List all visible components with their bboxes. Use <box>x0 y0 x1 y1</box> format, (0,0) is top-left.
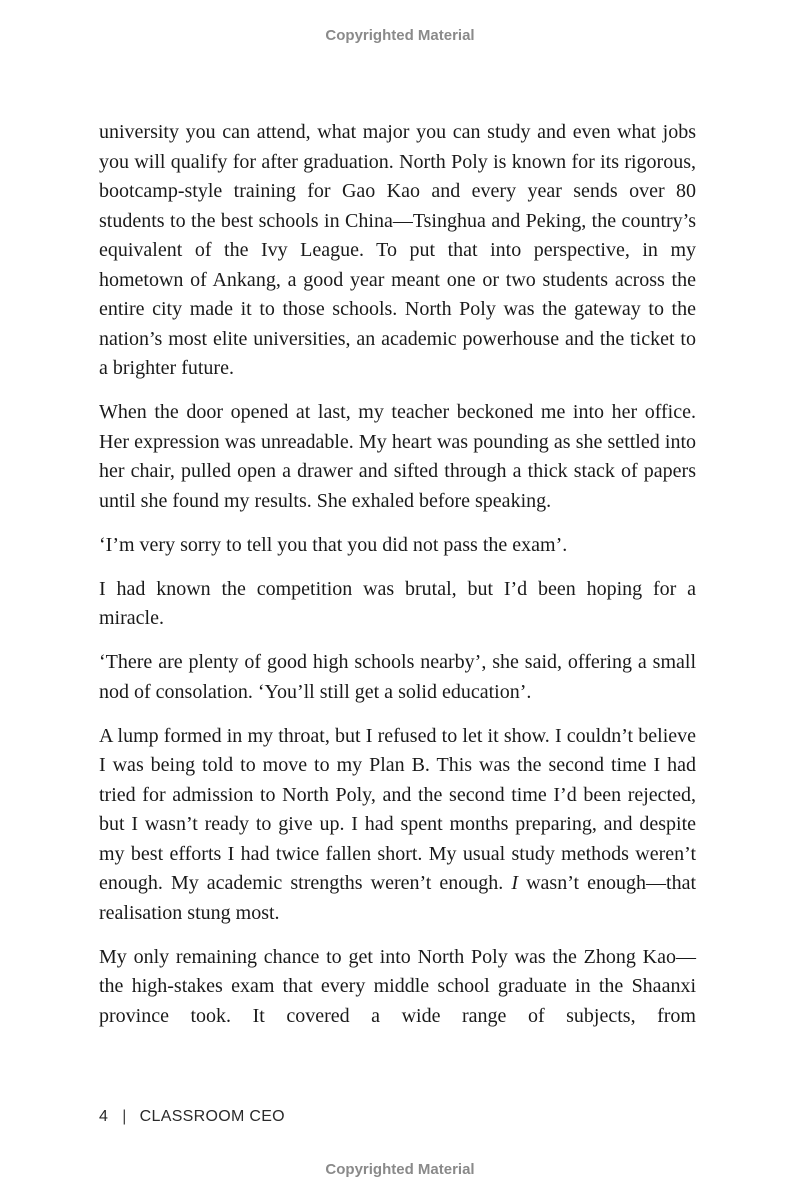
paragraph-sorry-quote: ‘I’m very sorry to tell you that you did not pass the exam’. <box>99 533 568 556</box>
footer-separator: | <box>122 1108 127 1125</box>
running-title: CLASSROOM CEO <box>139 1108 285 1125</box>
paragraph-university: university you can attend, what major you can study and even what jobs you will qualify for after graduation. North Poly is known for its rigorous, bootcamp-style training for Gao Kao and every year sends over 80 students to the best schools in China—Tsinghua and Peking, the country’s equivalent of the Ivy League. To put that into perspective, in my hometown of Ankang, a good year meant one or two students across the entire city made it to those schools. North Poly was the gateway to the nation’s most elite universities, an academic powerhouse and the ticket to a brighter future. <box>99 121 696 379</box>
paragraph-competition: I had known the competition was brutal, but I’d been hoping for a miracle. <box>99 577 696 629</box>
paragraph-lump-text-end: wasn’t enough—that realisation stung most. <box>99 872 697 924</box>
paragraph-good-high-schools-quote: ‘There are plenty of good high schools nearby’, she said, offering a small nod of consolation. ‘You’ll still get a solid education’. <box>99 651 696 703</box>
paragraph-lump-text-start: A lump formed in my throat, but I refused to let it show. I couldn’t believe I was being told to move to my Plan B. This was the second time I had tried for admission to North Poly, and the second time I’d been rejected, but I wasn’t ready to give up. I had spent months preparing, and despite my best efforts I had twice fallen short. My usual study methods weren’t enough. My academic strengths weren’t enough. <box>99 724 696 894</box>
paragraph-zhong-kao: My only remaining chance to get into North Poly was the Zhong Kao—the high-stakes exam that every middle school graduate in the Shaanxi province took. It covered a wide range of subjects, from <box>99 945 696 1027</box>
paragraph-lump-in-throat <box>99 722 696 929</box>
page-footer <box>99 1108 285 1126</box>
italic-emphasis: I <box>511 872 519 894</box>
body-text <box>99 118 696 1031</box>
page-number: 4 <box>99 1108 109 1125</box>
paragraph-door-opened: When the door opened at last, my teacher beckoned me into her office. Her expression was unreadable. My heart was pounding as she settled into her chair, pulled open a drawer and sifted through a thick stack of papers until she found my results. She exhaled before speaking. <box>99 401 696 512</box>
copyright-watermark-top: Copyrighted Material <box>325 27 475 44</box>
copyright-watermark-bottom: Copyrighted Material <box>325 1161 475 1178</box>
